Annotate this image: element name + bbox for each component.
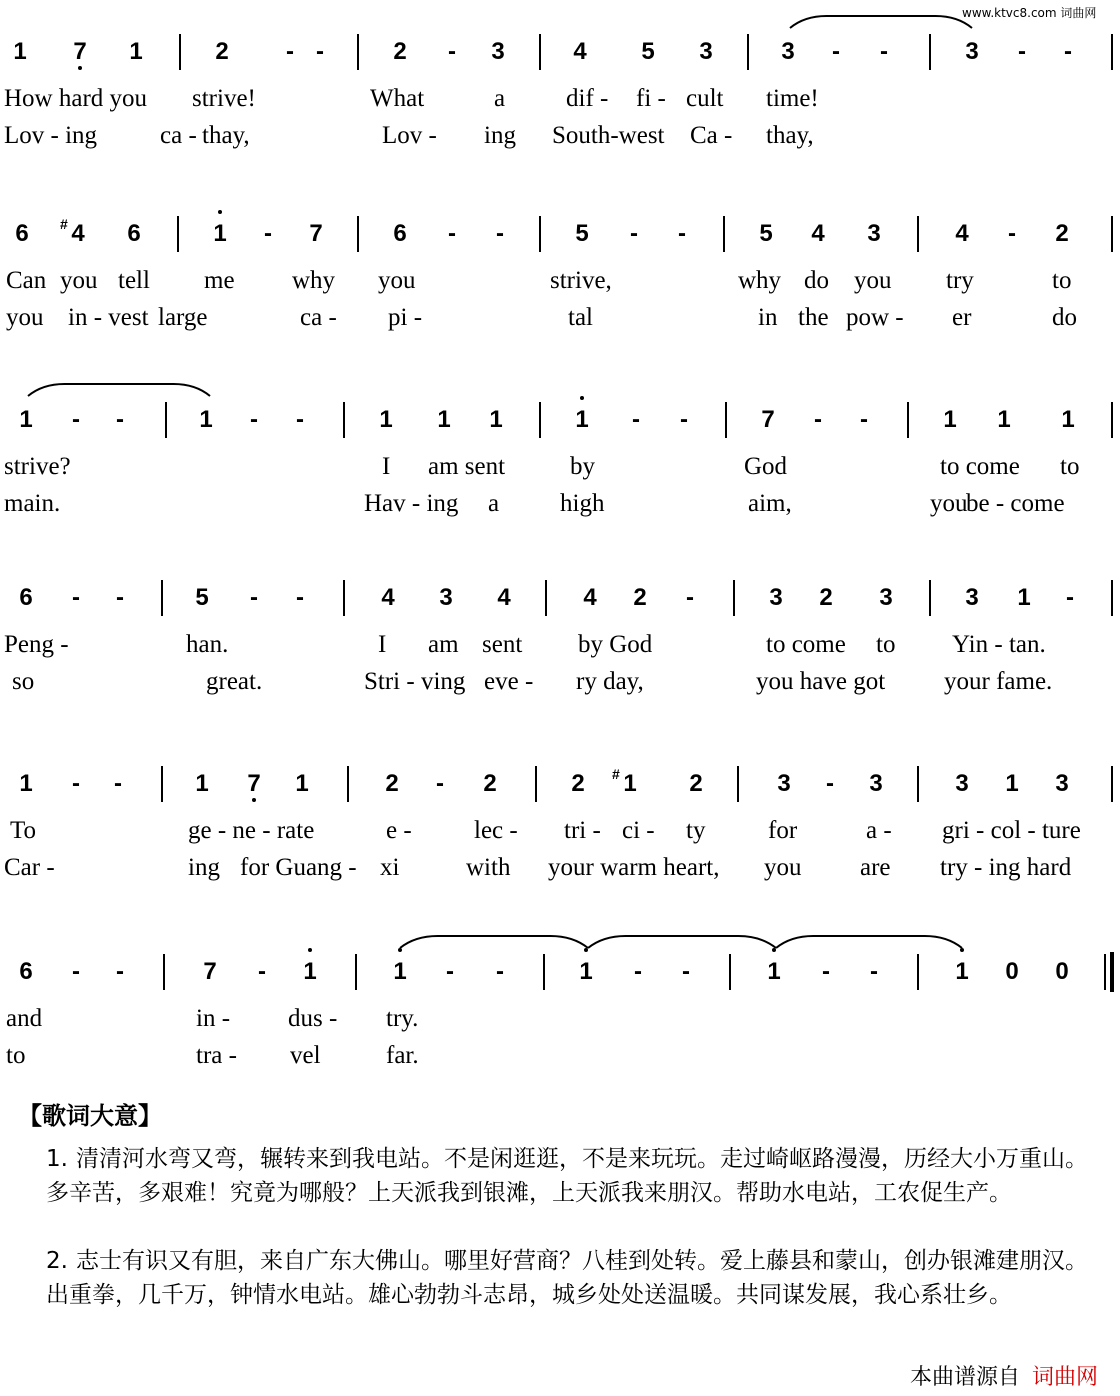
bar-line — [1111, 766, 1113, 802]
bar-line — [161, 580, 163, 616]
lyric-verse-1: for — [768, 817, 798, 844]
note-extension: - — [814, 406, 822, 433]
note-extension: - — [678, 220, 686, 247]
lyric-verse-2: in — [758, 304, 778, 331]
note: 1 — [1005, 770, 1019, 797]
lyric-verse-2: ing — [188, 854, 220, 881]
tie-arc — [400, 934, 588, 950]
note-extension: - — [316, 38, 324, 65]
lyric-verse-1: How hard you — [4, 85, 148, 112]
lyric-verse-2: with — [466, 854, 511, 881]
lyric-verse-1: tell — [118, 267, 150, 294]
lyric-verse-2: Hav - ing — [364, 490, 459, 517]
lyric-verse-2: you — [764, 854, 802, 881]
lyric-verse-1: you — [378, 267, 416, 294]
sharp-sign: # — [612, 766, 620, 782]
note-extension: - — [116, 406, 124, 433]
lyric-verse-1: ci - — [622, 817, 655, 844]
note-extension: - — [286, 38, 294, 65]
note-extension: - — [496, 220, 504, 247]
note-extension: - — [496, 958, 504, 985]
note: 7 — [242, 764, 266, 804]
note: 2 — [385, 770, 399, 797]
lyric-verse-1: I — [382, 453, 391, 480]
lyric-verse-1: sent — [482, 631, 523, 658]
tie-path — [28, 384, 210, 396]
note: 3 — [965, 38, 979, 65]
lyric-verse-2: you — [6, 304, 44, 331]
lyric-verse-1: in - — [196, 1005, 231, 1032]
note: 6 — [127, 220, 141, 247]
lyric-verse-2: large — [158, 304, 208, 331]
lyric-verse-2: ry day, — [576, 668, 644, 695]
lyric-verse-1: lec - — [474, 817, 518, 844]
note: 1 — [208, 214, 232, 254]
note-extension: - — [1008, 220, 1016, 247]
high-octave-dot — [218, 210, 222, 214]
lyric-verse-2: in - vest — [68, 304, 149, 331]
note-extension: - — [682, 958, 690, 985]
note: 6 — [19, 958, 33, 985]
note: 3 — [879, 584, 893, 611]
bar-line — [539, 34, 541, 70]
note-extension: - — [264, 220, 272, 247]
bar-line — [347, 766, 349, 802]
note: 3 — [1055, 770, 1069, 797]
note: 1 # — [618, 764, 642, 804]
paragraph-text: 志士有识又有胆，来自广东大佛山。哪里好营商？八桂到处转。爱上藤县和蒙山，创办银滩建朋汉。出重拳，几千万，钟情水电站。雄心勃勃斗志昂，城乡处处送温暖。共同谋发展，我心系壮乡。 — [46, 1248, 1088, 1308]
note: 0 — [1005, 958, 1019, 985]
lyric-verse-1: by God — [578, 631, 653, 658]
note-extension: - — [870, 958, 878, 985]
lyric-verse-1: tri - — [564, 817, 601, 844]
note-extension: - — [680, 406, 688, 433]
lyric-verse-1: try — [946, 267, 974, 294]
bar-line — [543, 954, 545, 990]
bar-line — [723, 216, 725, 252]
bar-line — [1111, 402, 1113, 438]
tie-arc — [776, 934, 962, 950]
lyric-verse-1: by — [570, 453, 595, 480]
lyric-verse-2: so — [12, 668, 35, 695]
lyric-verse-2: pi - — [388, 304, 423, 331]
note-row — [0, 32, 1120, 72]
lyric-verse-2: ca - — [300, 304, 337, 331]
lyric-verse-2: main. — [4, 490, 61, 517]
note: 6 — [393, 220, 407, 247]
note-extension: - — [1066, 584, 1074, 611]
note: 1 — [379, 406, 393, 433]
lyric-verse-1: Can — [6, 267, 47, 294]
lyric-verse-2: South-west — [552, 122, 665, 149]
note: 6 — [19, 584, 33, 611]
lyric-verse-1: am — [428, 631, 459, 658]
note: 1 — [950, 952, 974, 992]
note-extension: - — [860, 406, 868, 433]
bar-line — [343, 580, 345, 616]
lyric-verse-1: cult — [686, 85, 724, 112]
bar-line — [539, 216, 541, 252]
note-extension: - — [114, 770, 122, 797]
note: 1 — [129, 38, 143, 65]
lyric-verse-1: Yin - tan. — [952, 631, 1046, 658]
summary-paragraph-1 — [46, 1142, 1110, 1210]
lyric-verse-1: ty — [686, 817, 706, 844]
bar-line — [357, 216, 359, 252]
lyric-verse-1: To — [10, 817, 37, 844]
note-row — [0, 214, 1120, 254]
lyric-verse-1: a - — [866, 817, 892, 844]
lyric-verse-1: I — [378, 631, 387, 658]
lyric-verse-1: God — [744, 453, 788, 480]
lyric-verse-1: to come — [940, 453, 1020, 480]
note: 1 — [762, 952, 786, 992]
tie-arc — [28, 382, 210, 398]
bar-line — [343, 402, 345, 438]
lyric-verse-1: Peng - — [4, 631, 69, 658]
bar-line — [929, 580, 931, 616]
note-extension: - — [1018, 38, 1026, 65]
brand-link[interactable]: 词曲网 — [1031, 1365, 1098, 1390]
bar-line — [747, 34, 749, 70]
lyric-verse-2: ca - — [160, 122, 197, 149]
note: 4 — [381, 584, 395, 611]
low-octave-dot — [252, 798, 256, 802]
note: 7 — [68, 32, 92, 72]
lyric-verse-2: eve - — [484, 668, 534, 695]
note: 1 — [388, 952, 412, 992]
lyric-verse-2: Ca - — [690, 122, 733, 149]
note: 5 — [759, 220, 773, 247]
bar-line — [729, 954, 731, 990]
note-extension: - — [448, 38, 456, 65]
note: 1 — [1061, 406, 1075, 433]
bar-line — [357, 34, 359, 70]
note: 2 — [633, 584, 647, 611]
note: 3 — [439, 584, 453, 611]
tie-path — [400, 936, 588, 948]
lyric-verse-2: your fame. — [944, 668, 1053, 695]
note-extension: - — [258, 958, 266, 985]
summary-title: 【歌词大意】 — [18, 1102, 162, 1130]
note-extension: - — [116, 958, 124, 985]
lyric-verse-1: you — [854, 267, 892, 294]
lyric-verse-2: for Guang - — [240, 854, 357, 881]
note: 7 — [203, 958, 217, 985]
final-bar-line — [1110, 952, 1114, 992]
note-extension: - — [250, 406, 258, 433]
bar-line — [535, 766, 537, 802]
note: 1 — [19, 770, 33, 797]
lyric-verse-2: ing — [484, 122, 516, 149]
tie-path — [588, 936, 776, 948]
note: 2 — [571, 770, 585, 797]
sharp-sign: # — [60, 216, 68, 232]
lyric-verse-1: han. — [186, 631, 229, 658]
tie-arc — [790, 14, 972, 30]
lyric-verse-1: to come — [766, 631, 846, 658]
note: 0 — [1055, 958, 1069, 985]
note: 1 — [295, 770, 309, 797]
bar-line — [917, 954, 919, 990]
lyric-verse-2: tal — [568, 304, 593, 331]
summary-paragraph-2 — [46, 1244, 1110, 1312]
note-extension: - — [250, 584, 258, 611]
note-extension: - — [72, 958, 80, 985]
note: 4 — [583, 584, 597, 611]
note: 5 — [195, 584, 209, 611]
lyric-verse-2: Lov - — [382, 122, 437, 149]
note: 3 — [769, 584, 783, 611]
note: 3 — [869, 770, 883, 797]
note: 1 — [13, 38, 27, 65]
lyric-verse-1: to — [876, 631, 896, 658]
note: 2 — [483, 770, 497, 797]
note-extension: - — [72, 406, 80, 433]
note: 3 — [867, 220, 881, 247]
note-row — [0, 764, 1120, 804]
lyric-verse-2: your warm heart, — [548, 854, 720, 881]
note: 4 — [573, 38, 587, 65]
lyric-verse-2: are — [860, 854, 891, 881]
bar-line — [737, 766, 739, 802]
lyric-verse-1: strive? — [4, 453, 71, 480]
note-extension: - — [832, 38, 840, 65]
note-extension: - — [1064, 38, 1072, 65]
lyric-verse-2: er — [952, 304, 972, 331]
note: 2 — [1055, 220, 1069, 247]
bar-line — [733, 580, 735, 616]
lyric-verse-2: be - come — [966, 490, 1065, 517]
lyric-verse-1: you — [60, 267, 98, 294]
note-extension: - — [634, 958, 642, 985]
note: 4 — [811, 220, 825, 247]
lyric-verse-1: What — [370, 85, 425, 112]
lyric-verse-2: Lov - ing — [4, 122, 98, 149]
bar-line — [907, 402, 909, 438]
lyric-verse-2: aim, — [748, 490, 792, 517]
lyric-verse-1: why — [738, 267, 782, 294]
lyric-verse-1: dif - — [566, 85, 609, 112]
note-extension: - — [296, 584, 304, 611]
bar-line — [545, 580, 547, 616]
note-row — [0, 400, 1120, 440]
note: 1 — [195, 770, 209, 797]
note: 3 — [699, 38, 713, 65]
note-extension: - — [632, 406, 640, 433]
lyric-verse-1: dus - — [288, 1005, 338, 1032]
note: 4 — [497, 584, 511, 611]
bar-line — [179, 34, 181, 70]
paragraph-number: 2. — [46, 1248, 68, 1274]
bar-line — [1111, 216, 1113, 252]
lyric-verse-2: the — [798, 304, 829, 331]
note: 7 — [309, 220, 323, 247]
note-row — [0, 952, 1120, 992]
note-extension: - — [116, 584, 124, 611]
note: 7 — [761, 406, 775, 433]
note-extension: - — [880, 38, 888, 65]
note: 3 — [781, 38, 795, 65]
bar-line — [917, 216, 919, 252]
lyric-verse-1: fi - — [636, 85, 666, 112]
lyric-verse-1: do — [804, 267, 829, 294]
lyric-verse-1: strive, — [550, 267, 612, 294]
lyric-verse-2: thay, — [766, 122, 814, 149]
lyric-verse-2: to — [6, 1042, 26, 1069]
note: 3 — [777, 770, 791, 797]
bar-line — [165, 402, 167, 438]
bar-line — [929, 34, 931, 70]
note: 5 — [575, 220, 589, 247]
note-extension: - — [822, 958, 830, 985]
note: 1 — [997, 406, 1011, 433]
note: 1 — [943, 406, 957, 433]
note-extension: - — [72, 584, 80, 611]
note-extension: - — [686, 584, 694, 611]
lyric-verse-1: am sent — [428, 453, 506, 480]
lyric-verse-2: great. — [206, 668, 263, 695]
note: 2 — [393, 38, 407, 65]
lyric-verse-2: a — [488, 490, 500, 517]
note: 1 — [199, 406, 213, 433]
tie-path — [790, 16, 972, 28]
lyric-verse-1: why — [292, 267, 336, 294]
bar-line — [355, 954, 357, 990]
watermark: www.ktvc8.com 词曲网 — [962, 6, 1097, 20]
note-extension: - — [296, 406, 304, 433]
bar-line — [1111, 34, 1113, 70]
lyric-verse-1: gri - col - ture — [942, 817, 1081, 844]
lyric-verse-1: a — [494, 85, 506, 112]
bar-line — [1111, 580, 1113, 616]
lyric-verse-2: you have got — [756, 668, 886, 695]
lyric-verse-2: vel — [290, 1042, 321, 1069]
note: 3 — [955, 770, 969, 797]
note: 3 — [965, 584, 979, 611]
note: 6 — [15, 220, 29, 247]
lyric-verse-1: and — [6, 1005, 43, 1032]
lyric-verse-2: Stri - ving — [364, 668, 466, 695]
note: 2 — [689, 770, 703, 797]
lyric-verse-2: try - ing hard — [940, 854, 1072, 881]
lyric-verse-2: you — [930, 490, 968, 517]
lyric-verse-1: to — [1060, 453, 1080, 480]
note: 2 — [215, 38, 229, 65]
high-octave-dot — [308, 948, 312, 952]
lyric-verse-2: high — [560, 490, 605, 517]
note-extension: - — [448, 220, 456, 247]
note-extension: - — [446, 958, 454, 985]
lyric-verse-2: Car - — [4, 854, 55, 881]
note: 1 — [570, 400, 594, 440]
note: 3 — [491, 38, 505, 65]
lyric-verse-1: time! — [766, 85, 819, 112]
note: 1 — [1017, 584, 1031, 611]
bar-line — [1104, 954, 1106, 990]
high-octave-dot — [580, 396, 584, 400]
note-extension: - — [436, 770, 444, 797]
note: 1 — [437, 406, 451, 433]
note: 2 — [819, 584, 833, 611]
lyric-verse-2: tra - — [196, 1042, 237, 1069]
note: 5 — [641, 38, 655, 65]
lyric-verse-1: to — [1052, 267, 1072, 294]
source-footer — [910, 1360, 1098, 1391]
lyric-verse-2: thay, — [202, 122, 250, 149]
bar-line — [161, 766, 163, 802]
bar-line — [177, 216, 179, 252]
note: 1 — [19, 406, 33, 433]
lyric-verse-1: try. — [386, 1005, 419, 1032]
lyric-verse-2: pow - — [846, 304, 904, 331]
lyric-verse-1: me — [204, 267, 235, 294]
bar-line — [725, 402, 727, 438]
lyric-verse-1: ge - ne - rate — [188, 817, 315, 844]
note: 1 — [489, 406, 503, 433]
bar-line — [539, 402, 541, 438]
lyric-verse-1: e - — [386, 817, 412, 844]
note-extension: - — [72, 770, 80, 797]
note: 1 — [574, 952, 598, 992]
note: 4 — [955, 220, 969, 247]
note-extension: - — [630, 220, 638, 247]
source-text: 本曲谱源自 — [909, 1365, 1020, 1390]
note-row — [0, 578, 1120, 618]
tie-path — [776, 936, 962, 948]
note: 4 # — [66, 214, 90, 254]
paragraph-text: 清清河水弯又弯，辗转来到我电站。不是闲逛逛，不是来玩玩。走过崎岖路漫漫，历经大小万重山。多辛苦，多艰难！究竟为哪般？上天派我到银滩，上天派我来朋汉。帮助水电站，工农促生产。 — [46, 1146, 1088, 1206]
bar-line — [163, 954, 165, 990]
bar-line — [917, 766, 919, 802]
lyric-verse-2: do — [1052, 304, 1077, 331]
paragraph-number: 1. — [46, 1146, 68, 1172]
note-extension: - — [826, 770, 834, 797]
lyric-verse-2: far. — [386, 1042, 419, 1069]
note: 1 — [298, 952, 322, 992]
tie-arc — [588, 934, 776, 950]
lyric-verse-2: xi — [380, 854, 400, 881]
low-octave-dot — [78, 66, 82, 70]
lyric-verse-1: strive! — [192, 85, 256, 112]
